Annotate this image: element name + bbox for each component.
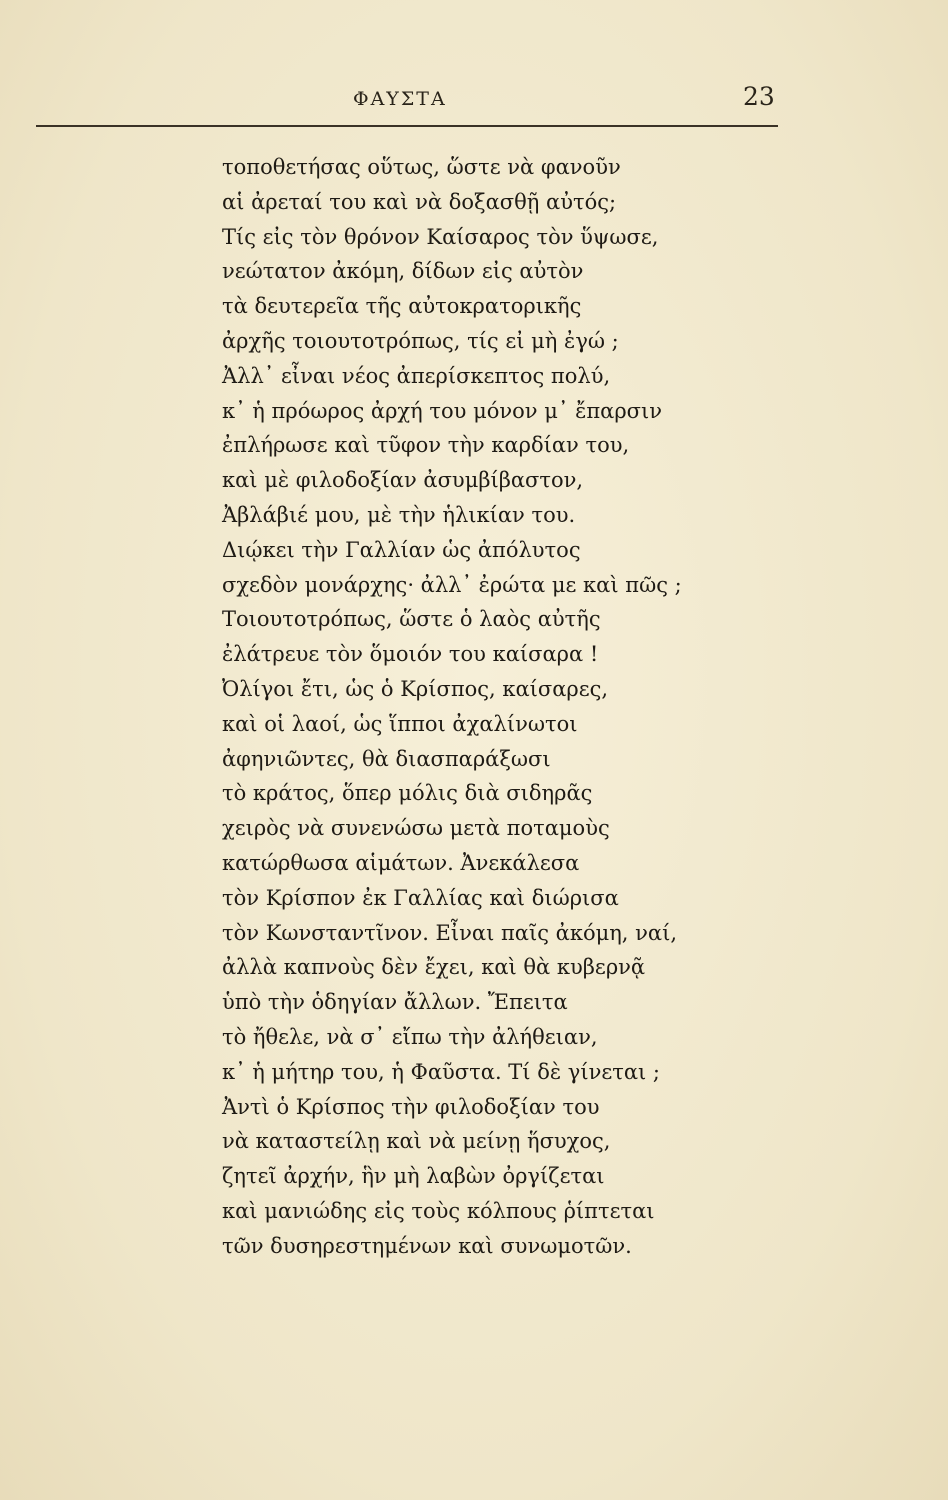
verse-line: τὸν Κρίσπον ἐκ Γαλλίας καὶ διώρισα: [222, 885, 619, 910]
verse-line: καὶ μὲ φιλοδοξίαν ἀσυμβίβαστον,: [222, 468, 584, 493]
header-rule: [36, 125, 778, 127]
verse-line: τὰ δευτερεῖα τῆς αὐτοκρατορικῆς: [222, 294, 582, 319]
verse-line: Ἀντὶ ὁ Κρίσπος τὴν φιλοδοξίαν του: [222, 1094, 600, 1119]
verse-line: ἐπλήρωσε καὶ τῦφον τὴν καρδίαν του,: [222, 433, 630, 458]
verse-line: κ᾽ ἡ πρόωρος ἀρχή του μόνον μ᾽ ἔπαρσιν: [222, 398, 663, 423]
verse-line: τὸν Κωνσταντῖνον. Εἶναι παῖς ἀκόμη, ναί,: [222, 920, 678, 945]
verse-line: Ἀλλ᾽ εἶναι νέος ἀπερίσκεπτος πολύ,: [222, 363, 611, 388]
verse-line: τοποθετήσας οὕτως, ὥστε νὰ φανοῦν: [222, 155, 621, 179]
verse-line: Διῴκει τὴν Γαλλίαν ὡς ἀπόλυτος: [222, 537, 581, 562]
verse-line: ἀρχῆς τοιουτοτρόπως, τίς εἰ μὴ ἐγώ ;: [222, 328, 619, 353]
page-number: 23: [743, 82, 775, 111]
verse-line: ὑπὸ τὴν ὁδηγίαν ἄλλων. Ἔπειτα: [222, 990, 568, 1015]
verse-line: τὸ ἤθελε, νὰ σ᾽ εἴπω τὴν ἀλήθειαν,: [222, 1024, 598, 1049]
running-title: ΦΑΥΣΤΑ: [353, 88, 447, 110]
verse-line: ἀλλὰ καπνοὺς δὲν ἔχει, καὶ θὰ κυβερνᾷ: [222, 955, 646, 980]
verse-line: Τίς εἰς τὸν θρόνον Καίσαρος τὸν ὕψωσε,: [222, 224, 659, 249]
verse-line: κ᾽ ἡ μήτηρ του, ἡ Φαῦστα. Τί δὲ γίνεται ;: [222, 1059, 661, 1084]
verse-line: ἀφηνιῶντες, θὰ διασπαράξωσι: [222, 746, 551, 771]
verse-line: αἱ ἀρεταί του καὶ νὰ δοξασθῇ αὐτός;: [222, 189, 617, 214]
verse-line: Ἀβλάβιέ μου, μὲ τὴν ἡλικίαν του.: [222, 502, 576, 527]
verse-line: τῶν δυσηρεστημένων καὶ συνωμοτῶν.: [222, 1233, 632, 1258]
verse-line: νὰ καταστείλῃ καὶ νὰ μείνῃ ἥσυχος,: [222, 1129, 611, 1154]
verse-line: ζητεῖ ἀρχήν, ἣν μὴ λαβὼν ὀργίζεται: [222, 1164, 605, 1189]
verse-line: νεώτατον ἀκόμη, δίδων εἰς αὐτὸν: [222, 259, 584, 284]
verse-line: καὶ οἱ λαοί, ὡς ἵπποι ἀχαλίνωτοι: [222, 711, 578, 736]
verse-line: ἐλάτρευε τὸν ὅμοιόν του καίσαρα !: [222, 642, 599, 667]
verse-line: σχεδὸν μονάρχης· ἀλλ᾽ ἐρώτα με καὶ πῶς ;: [222, 572, 682, 597]
verse-line: χειρὸς νὰ συνενώσω μετὰ ποταμοὺς: [222, 816, 610, 841]
verse-line: τὸ κράτος, ὅπερ μόλις διὰ σιδηρᾶς: [222, 781, 593, 806]
verse-line: Τοιουτοτρόπως, ὥστε ὁ λαὸς αὐτῆς: [222, 607, 601, 632]
verse-line: κατώρθωσα αἱμάτων. Ἀνεκάλεσα: [222, 850, 580, 875]
verse-line: Ὀλίγοι ἔτι, ὡς ὁ Κρίσπος, καίσαρες,: [222, 676, 609, 701]
verse-line: καὶ μανιώδης εἰς τοὺς κόλπους ῥίπτεται: [222, 1198, 655, 1223]
verse-text: [222, 150, 742, 1264]
